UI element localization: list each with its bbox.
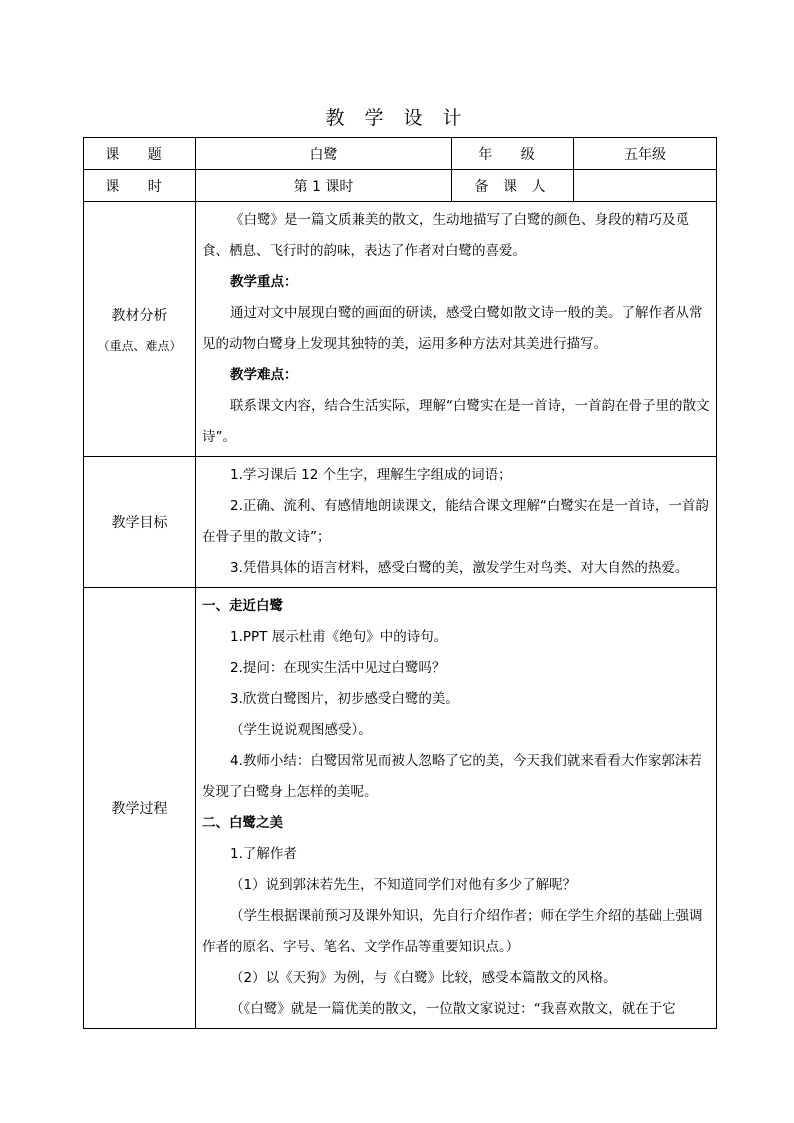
process-item: 3.欣赏白鹭图片，初步感受白鹭的美。	[230, 691, 459, 707]
grade-value: 五年级	[574, 138, 717, 170]
analysis-label-cell	[84, 202, 196, 457]
process-content	[196, 588, 717, 1029]
process-item: 4.教师小结：白鹭因常见而被人忽略了它的美，今天我们就来看看大作家郭沫若发现了白鹭身上怎样的美呢。	[202, 753, 702, 800]
analysis-content	[196, 202, 717, 457]
teacher-label: 备 课 人	[452, 170, 574, 202]
topic-row	[84, 138, 717, 170]
analysis-row	[84, 202, 717, 457]
process-item: 1.了解作者	[230, 846, 297, 862]
difficulty-text: 联系课文内容，结合生活实际，理解“白鹭实在是一首诗，一首韵在骨子里的散文诗”。	[202, 398, 710, 445]
process-item: （1）说到郭沫若先生，不知道同学们对他有多少了解呢？	[230, 877, 577, 893]
document-title: 教 学 设 计	[325, 107, 469, 129]
section-heading: 二、白鹭之美	[202, 815, 283, 831]
analysis-paragraph: 《白鹭》是一篇文质兼美的散文，生动地描写了白鹭的颜色、身段的精巧及觅食、栖息、飞行时的韵味，表达了作者对白鹭的喜爱。	[202, 212, 689, 259]
process-item: （学生根据课前预习及课外知识，先自行介绍作者；师在学生介绍的基础上强调作者的原名、字号、笔名、文学作品等重要知识点。）	[202, 908, 703, 955]
period-label: 课 时	[84, 170, 196, 202]
process-item: 2.提问：在现实生活中见过白鹭吗？	[230, 660, 446, 676]
analysis-label: 教材分析	[111, 307, 168, 324]
section-heading: 一、走近白鹭	[202, 598, 283, 614]
goal-item: 2.正确、流利、有感情地朗读课文，能结合课文理解“白鹭实在是一首诗，一首韵在骨子里的散文诗”；	[202, 498, 709, 545]
difficulty-heading: 教学难点：	[230, 367, 298, 383]
process-item: （学生说说观图感受）。	[230, 722, 372, 738]
topic-value: 白鹭	[196, 138, 452, 170]
goal-item: 3.凭借具体的语言材料，感受白鹭的美，激发学生对鸟类、对大自然的热爱。	[230, 560, 689, 576]
teacher-value	[574, 170, 717, 202]
goal-item: 1.学习课后 12 个生字，理解生字组成的词语；	[230, 467, 512, 483]
goals-content	[196, 457, 717, 588]
goals-label: 教学目标	[84, 457, 196, 588]
key-point-text: 通过对文中展现白鹭的画面的研读，感受白鹭如散文诗一般的美。了解作者从常见的动物白鹭身上发现其独特的美，运用多种方法对其美进行描写。	[202, 305, 703, 352]
process-item: 1.PPT 展示杜甫《绝句》中的诗句。	[230, 629, 448, 645]
process-label: 教学过程	[84, 588, 196, 1029]
process-row	[84, 588, 717, 1029]
process-item: （2）以《天狗》为例，与《白鹭》比较，感受本篇散文的风格。	[230, 970, 617, 986]
topic-label: 课 题	[84, 138, 196, 170]
period-row	[84, 170, 717, 202]
analysis-sublabel: （重点、难点）	[97, 338, 182, 353]
lesson-plan-table	[83, 137, 717, 1029]
goals-row	[84, 457, 717, 588]
process-item: （《白鹭》就是一篇优美的散文，一位散文家说过：“我喜欢散文，就在于它	[230, 1001, 676, 1017]
grade-label: 年 级	[452, 138, 574, 170]
key-point-heading: 教学重点：	[230, 274, 298, 290]
period-value: 第 1 课时	[196, 170, 452, 202]
